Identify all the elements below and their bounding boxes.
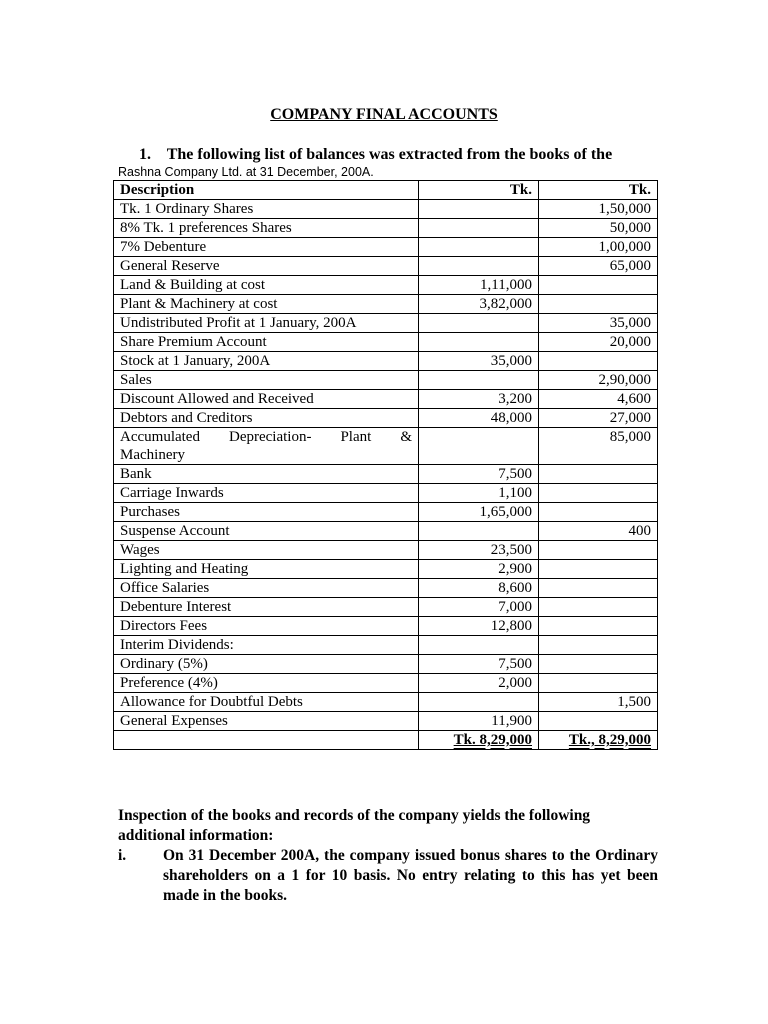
- table-row: [114, 598, 658, 617]
- row-credit: [539, 352, 658, 371]
- row-debit: 7,000: [419, 598, 539, 617]
- additional-info-item: [118, 846, 658, 906]
- row-description: Office Salaries: [114, 579, 419, 598]
- row-description: Plant & Machinery at cost: [114, 295, 419, 314]
- row-debit: [419, 428, 539, 465]
- row-description: Suspense Account: [114, 522, 419, 541]
- row-credit: [539, 503, 658, 522]
- row-credit: [539, 560, 658, 579]
- row-credit: [539, 617, 658, 636]
- header-debit: Tk.: [419, 181, 539, 200]
- row-debit: 1,100: [419, 484, 539, 503]
- row-debit: [419, 219, 539, 238]
- table-row: [114, 352, 658, 371]
- table-row: [114, 522, 658, 541]
- total-credit: Tk., 8,29,000: [568, 732, 651, 748]
- row-description-line1: Accumulated Depreciation- Plant &: [120, 429, 412, 445]
- row-description: Bank: [114, 465, 419, 484]
- row-description: 7% Debenture: [114, 238, 419, 257]
- row-description: Preference (4%): [114, 674, 419, 693]
- row-debit: [419, 238, 539, 257]
- row-description: General Reserve: [114, 257, 419, 276]
- question-text: The following list of balances was extracted from the books of the: [166, 146, 613, 163]
- table-row: [114, 314, 658, 333]
- row-debit: 2,000: [419, 674, 539, 693]
- row-credit: [539, 712, 658, 731]
- table-row: [114, 257, 658, 276]
- table-row: [114, 276, 658, 295]
- row-credit: [539, 674, 658, 693]
- table-row: [114, 200, 658, 219]
- row-credit: 20,000: [539, 333, 658, 352]
- row-credit: [539, 541, 658, 560]
- row-description: Directors Fees: [114, 617, 419, 636]
- row-credit: [539, 598, 658, 617]
- row-credit: 50,000: [539, 219, 658, 238]
- row-credit: [539, 636, 658, 655]
- table-row: [114, 371, 658, 390]
- row-credit: 85,000: [539, 428, 658, 465]
- table-row: [114, 333, 658, 352]
- total-debit-cell: [419, 731, 539, 750]
- table-row: [114, 541, 658, 560]
- row-description: Lighting and Heating: [114, 560, 419, 579]
- table-row: [114, 409, 658, 428]
- question-number: 1.: [139, 146, 151, 163]
- row-debit: [419, 371, 539, 390]
- row-debit: 3,82,000: [419, 295, 539, 314]
- question-line: [139, 146, 612, 164]
- header-description: Description: [114, 181, 419, 200]
- row-debit: 7,500: [419, 655, 539, 674]
- row-description: Allowance for Doubtful Debts: [114, 693, 419, 712]
- table-row: [114, 238, 658, 257]
- table-row: [114, 636, 658, 655]
- row-description: Undistributed Profit at 1 January, 200A: [114, 314, 419, 333]
- row-credit: [539, 655, 658, 674]
- row-debit: 1,65,000: [419, 503, 539, 522]
- table-row: [114, 428, 658, 465]
- row-description: Purchases: [114, 503, 419, 522]
- trial-balance-table: [113, 180, 658, 750]
- table-row: [114, 295, 658, 314]
- row-description: Debtors and Creditors: [114, 409, 419, 428]
- row-description: Tk. 1 Ordinary Shares: [114, 200, 419, 219]
- row-debit: [419, 314, 539, 333]
- row-description: Interim Dividends:: [114, 636, 419, 655]
- row-description: Discount Allowed and Received: [114, 390, 419, 409]
- row-credit: 400: [539, 522, 658, 541]
- row-description: [114, 428, 419, 465]
- table-row: [114, 674, 658, 693]
- row-credit: 4,600: [539, 390, 658, 409]
- row-description: Carriage Inwards: [114, 484, 419, 503]
- row-debit: 35,000: [419, 352, 539, 371]
- row-description: Land & Building at cost: [114, 276, 419, 295]
- row-description: Debenture Interest: [114, 598, 419, 617]
- row-debit: [419, 200, 539, 219]
- row-description-line2: Machinery: [120, 447, 185, 463]
- table-row: [114, 465, 658, 484]
- table-row: [114, 560, 658, 579]
- total-debit: Tk. 8,29,000: [453, 732, 532, 748]
- table-header-row: [114, 181, 658, 200]
- row-credit: 1,500: [539, 693, 658, 712]
- item-number: i.: [118, 847, 127, 864]
- row-credit: [539, 579, 658, 598]
- table-row: [114, 712, 658, 731]
- row-debit: 7,500: [419, 465, 539, 484]
- row-description: Share Premium Account: [114, 333, 419, 352]
- row-description: Ordinary (5%): [114, 655, 419, 674]
- table-row: [114, 390, 658, 409]
- row-debit: 8,600: [419, 579, 539, 598]
- row-debit: 11,900: [419, 712, 539, 731]
- row-debit: 12,800: [419, 617, 539, 636]
- row-description: Sales: [114, 371, 419, 390]
- row-debit: [419, 257, 539, 276]
- table-row: [114, 617, 658, 636]
- row-debit: [419, 333, 539, 352]
- row-debit: [419, 636, 539, 655]
- row-credit: 1,00,000: [539, 238, 658, 257]
- row-credit: [539, 484, 658, 503]
- table-row: [114, 219, 658, 238]
- row-credit: [539, 465, 658, 484]
- row-credit: 65,000: [539, 257, 658, 276]
- question-subtitle: Rashna Company Ltd. at 31 December, 200A.: [118, 165, 374, 179]
- totals-row: [114, 731, 658, 750]
- row-debit: 48,000: [419, 409, 539, 428]
- row-debit: [419, 693, 539, 712]
- inspection-text: Inspection of the books and records of the company yields the following additional information:: [118, 807, 591, 844]
- row-debit: 23,500: [419, 541, 539, 560]
- row-credit: [539, 276, 658, 295]
- table-row: [114, 655, 658, 674]
- table-row: [114, 579, 658, 598]
- row-credit: 27,000: [539, 409, 658, 428]
- page-title: COMPANY FINAL ACCOUNTS: [270, 106, 498, 123]
- row-description: Wages: [114, 541, 419, 560]
- row-credit: 2,90,000: [539, 371, 658, 390]
- row-debit: 1,11,000: [419, 276, 539, 295]
- header-credit: Tk.: [539, 181, 658, 200]
- row-description: General Expenses: [114, 712, 419, 731]
- table-row: [114, 693, 658, 712]
- table-row: [114, 503, 658, 522]
- row-debit: 2,900: [419, 560, 539, 579]
- row-debit: 3,200: [419, 390, 539, 409]
- row-credit: 35,000: [539, 314, 658, 333]
- row-credit: [539, 295, 658, 314]
- table-row: [114, 484, 658, 503]
- totals-label: [114, 731, 419, 750]
- item-text: On 31 December 200A, the company issued bonus shares to the Ordinary shareholders on a 1 for 10 basis. No entry relating to this has yet been made in the books.: [163, 847, 658, 904]
- row-description: 8% Tk. 1 preferences Shares: [114, 219, 419, 238]
- row-credit: 1,50,000: [539, 200, 658, 219]
- row-description: Stock at 1 January, 200A: [114, 352, 419, 371]
- row-debit: [419, 522, 539, 541]
- total-credit-cell: [539, 731, 658, 750]
